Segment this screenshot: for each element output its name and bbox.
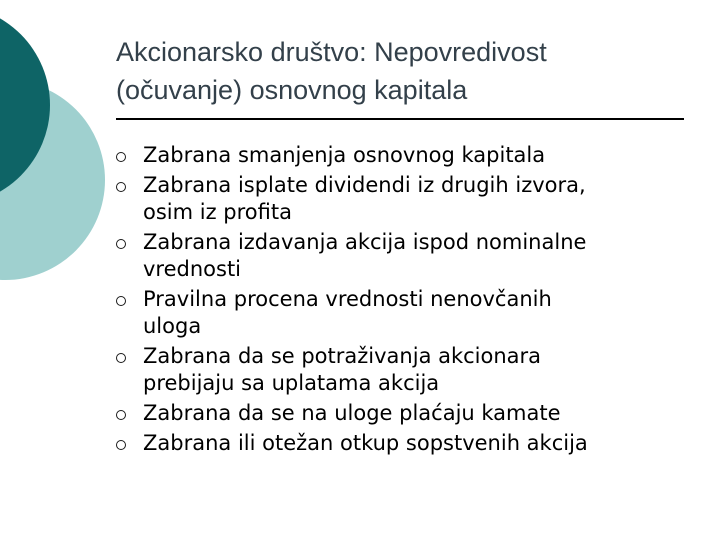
bullet-text: osim iz profita (143, 200, 292, 224)
bullet-item (116, 286, 706, 340)
bullet-item (116, 172, 706, 226)
circle-bullet-icon (116, 353, 126, 363)
circle-bullet-icon (116, 440, 126, 450)
bullet-text: prebijaju sa uplatama akcija (143, 371, 440, 395)
circle-bullet-icon (116, 152, 126, 162)
bullet-text: Zabrana smanjenja osnovnog kapitala (143, 143, 546, 167)
bullet-item (116, 430, 706, 457)
bullet-text: Pravilna procena vrednosti nenovčanih (143, 287, 552, 311)
bullet-text: Zabrana ili otežan otkup sopstvenih akcija (143, 431, 588, 455)
decorative-circles (0, 0, 120, 300)
circle-bullet-icon (116, 182, 126, 192)
bullet-text: Zabrana da se na uloge plaćaju kamate (143, 401, 561, 425)
bullet-text: vrednosti (143, 257, 242, 281)
bullet-item (116, 229, 706, 283)
circle-bullet-icon (116, 410, 126, 420)
slide-title (116, 33, 696, 109)
circle-bullet-icon (116, 239, 126, 249)
bullet-text: Zabrana da se potraživanja akcionara (143, 344, 542, 368)
bullet-text: Zabrana izdavanja akcija ispod nominalne (143, 230, 587, 254)
slide-title-line: (očuvanje) osnovnog kapitala (116, 75, 468, 105)
circle-bullet-icon (116, 296, 126, 306)
bullet-item (116, 343, 706, 397)
bullet-item (116, 142, 706, 169)
bullet-list (116, 142, 706, 460)
bullet-text: Zabrana isplate dividendi iz drugih izvora, (143, 173, 586, 197)
bullet-item (116, 400, 706, 427)
title-divider (116, 118, 684, 120)
bullet-text: uloga (143, 314, 202, 338)
slide-title-line: Akcionarsko društvo: Nepovredivost (116, 37, 547, 67)
